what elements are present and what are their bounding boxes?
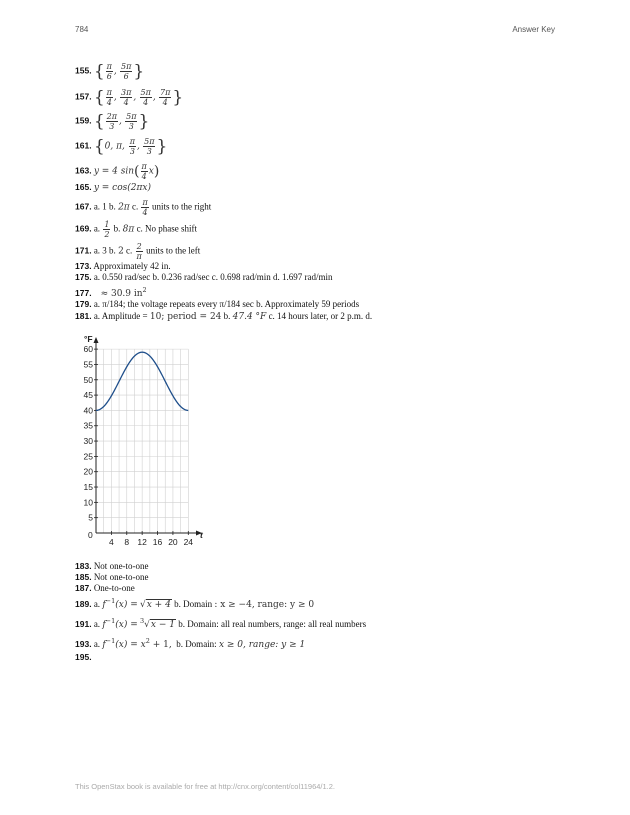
y-tick-label: 20: [83, 466, 93, 477]
answer-161: 161. {0, π, $\frac{\pi}{3}$ , $\frac{5\pi}{3}$ }: [75, 136, 168, 157]
x-tick-label: 8: [124, 537, 130, 547]
answer-165: 165. y = cos(2πx): [75, 182, 151, 193]
fraction: $\frac{1}{2}$: [104, 220, 110, 239]
y-tick-label: 45: [83, 390, 93, 401]
answer-number: 185: [75, 572, 90, 582]
answer-177: 177. ≈ 30.9 $in^2$: [75, 286, 147, 299]
answer-169: 169. a. $\frac{1}{2}$ b. 8π c. No phase shift: [75, 220, 198, 239]
answer-185: 185. Not one-to-one: [75, 572, 149, 582]
answer-number: 171: [75, 245, 90, 256]
y-tick-label: 50: [83, 374, 93, 385]
fraction: $\frac{7\pi}{4}$: [160, 88, 171, 107]
answer-number: 179: [75, 299, 90, 309]
answer-173: 173. Approximately 42 in.: [75, 261, 171, 271]
x-tick-label: 20: [168, 537, 178, 547]
answer-number: 159: [75, 115, 90, 126]
y-tick-label: 60: [83, 344, 93, 355]
answer-number: 165: [75, 182, 90, 192]
fraction: $\frac{2}{\pi}$: [136, 242, 142, 261]
x-axis-label: t: [200, 530, 203, 540]
y-axis-label: °F: [84, 334, 93, 344]
answer-number: 177: [75, 288, 90, 298]
fraction: $\frac{\pi}{6}$: [106, 62, 112, 81]
page-number: 784: [75, 25, 89, 34]
temperature-chart: [80, 333, 210, 548]
y-tick-label: 40: [83, 405, 93, 416]
fraction: $\frac{\pi}{4}$: [142, 198, 148, 217]
chart-axes: [94, 337, 203, 536]
y-tick-label: 35: [83, 420, 93, 431]
chart-grid: [96, 349, 188, 533]
y-tick-label: 10: [83, 497, 93, 508]
answer-187: 187. One-to-one: [75, 583, 135, 593]
y-axis-arrow: [94, 337, 99, 343]
y-tick-label: 30: [83, 436, 93, 447]
fraction: $\frac{5\pi}{3}$: [144, 137, 155, 156]
answer-number: 163: [75, 165, 90, 176]
fraction: $\frac{2\pi}{3}$: [106, 112, 117, 131]
answer-number: 157: [75, 91, 90, 102]
answer-number: 195: [75, 652, 90, 662]
answer-number: 169: [75, 223, 90, 234]
x-tick-label: 4: [109, 537, 114, 547]
x-tick-label: 24: [183, 537, 194, 547]
answer-167: 167. a. 1 b. 2π c. $\frac{\pi}{4}$ units to the right: [75, 198, 212, 217]
answer-number: 181: [75, 311, 90, 321]
fraction: $\frac{5\pi}{4}$: [140, 88, 151, 107]
answer-number: 193: [75, 639, 90, 649]
answer-number: 167: [75, 201, 90, 212]
answer-159: 159. { $\frac{2\pi}{3}$ , $\frac{5\pi}{3}$ }: [75, 111, 150, 132]
fraction: $\frac{5\pi}{3}$: [126, 112, 137, 131]
y-tick-label: 15: [83, 482, 93, 493]
answer-number: 161: [75, 140, 90, 151]
answer-number: 173: [75, 261, 90, 271]
answer-number: 155: [75, 65, 90, 76]
footer-note: This OpenStax book is available for free at http://cnx.org/content/col11964/1.2.: [75, 782, 336, 791]
answer-193: 193. a. $f^{-1}(x) = x^2 + 1$, b. Domain: x ≥ 0, range: y ≥ 1: [75, 637, 306, 650]
origin-label: 0: [88, 530, 93, 540]
y-tick-label: 5: [88, 512, 93, 523]
answer-number: 191: [75, 619, 90, 629]
chart-tick-labels: [84, 334, 204, 547]
y-tick-label: 55: [83, 359, 93, 370]
fraction: $\frac{3\pi}{4}$: [121, 88, 132, 107]
answer-181: 181. a. Amplitude = 10; period = 24 b. 47.4 °F c. 14 hours later, or 2 p.m. d.: [75, 311, 373, 322]
answer-171: 171. a. 3 b. 2 c. $\frac{2}{\pi}$ units to the left: [75, 242, 201, 261]
answer-number: 189: [75, 599, 90, 609]
answer-163: 163. y = 4 sin( $\frac{\pi}{4}$ x): [75, 162, 160, 181]
x-tick-label: 16: [152, 537, 163, 547]
answer-number: 183: [75, 561, 90, 571]
fraction: $\frac{\pi}{4}$: [141, 162, 147, 181]
y-tick-label: 25: [83, 451, 93, 462]
answer-183: 183. Not one-to-one: [75, 561, 149, 571]
section-title: Answer Key: [512, 25, 555, 34]
answer-179: 179. a. π/184; the voltage repeats every π/184 sec b. Approximately 59 periods: [75, 299, 360, 309]
answer-191: 191. a. $f^{-1}(x) = ^3√x - 1$ b. Domain: all real numbers, range: all real numbers: [75, 617, 367, 630]
answer-175: 175. a. 0.550 rad/sec b. 0.236 rad/sec c. 0.698 rad/min d. 1.697 rad/min: [75, 272, 333, 282]
answer-155: 155. { $\frac{\pi}{6}$ , $\frac{5\pi}{6}$ }: [75, 61, 145, 82]
fraction: $\frac{\pi}{3}$: [129, 137, 135, 156]
fraction: $\frac{\pi}{4}$: [106, 88, 112, 107]
answer-195: 195.: [75, 652, 92, 662]
x-tick-label: 12: [137, 537, 147, 547]
answer-number: 187: [75, 583, 90, 593]
fraction: $\frac{5\pi}{6}$: [121, 62, 132, 81]
answer-189: 189. a. $f^{-1}(x) = √x + 4$ b. Domain : x ≥ −4, range: y ≥ 0: [75, 597, 315, 610]
answer-157: 157. { $\frac{\pi}{4}$ , $\frac{3\pi}{4}$ , $\frac{5\pi}{4}$ , $\frac{7\pi}{4}$ }: [75, 87, 184, 108]
answer-number: 175: [75, 272, 90, 282]
